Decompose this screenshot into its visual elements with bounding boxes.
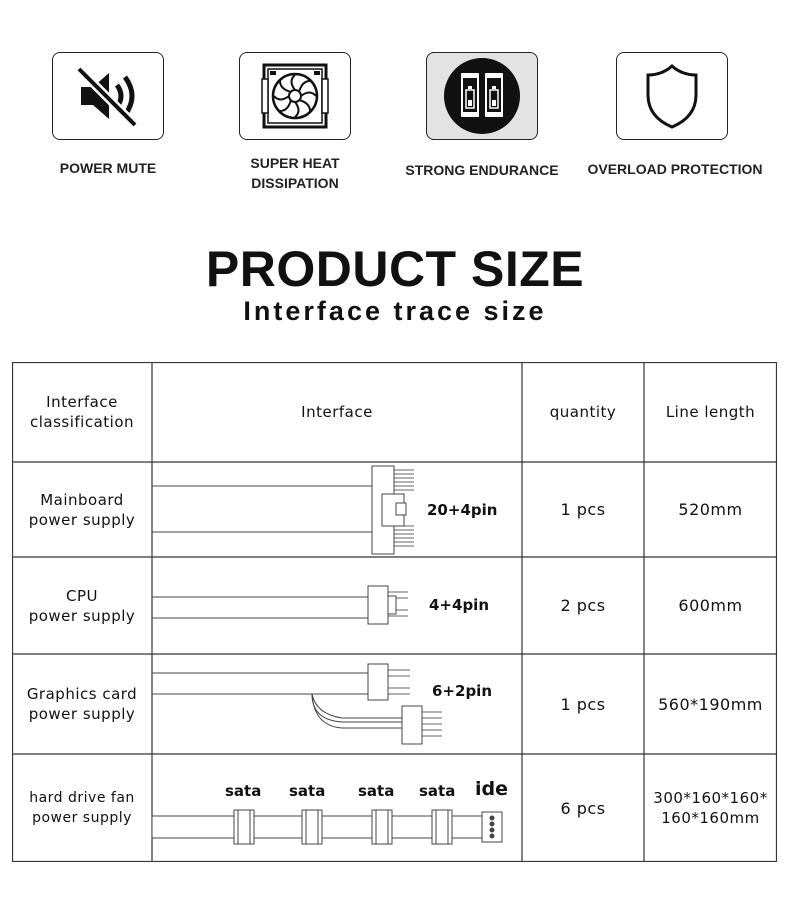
- cpu-connector-drawing: [152, 586, 408, 624]
- page-subtitle: Interface trace size: [243, 296, 547, 326]
- gpu-connector-drawing: [152, 664, 442, 744]
- feature-label-power-mute: POWER MUTE: [59, 160, 157, 176]
- feature-label-heat-dissipation: SUPER HEAT DISSIPATION: [250, 155, 340, 191]
- heat-dissipation-card: [239, 52, 351, 140]
- quantity-graphics: 1 pcs: [560, 694, 606, 714]
- interface-table: [12, 362, 777, 862]
- pin-label-graphics: 6+2pin: [432, 682, 492, 700]
- quantity-hard-drive: 6 pcs: [560, 798, 606, 818]
- mainboard-connector-drawing: [152, 466, 414, 554]
- sata-chain-drawing: [152, 810, 502, 844]
- fan-icon: [258, 59, 332, 133]
- length-hard-drive: 300*160*160* 160*160mm: [653, 789, 768, 827]
- power-mute-card: [52, 52, 164, 140]
- mute-icon: [73, 61, 143, 131]
- header-quantity: quantity: [549, 403, 617, 421]
- row-label-hard-drive: hard drive fan power supply: [29, 790, 135, 826]
- shield-icon: [642, 61, 702, 131]
- connector-label-sata-4: sata: [419, 782, 456, 800]
- row-label-mainboard: Mainboard power supply: [28, 490, 136, 529]
- connector-label-sata-2: sata: [289, 782, 326, 800]
- row-label-cpu: CPU power supply: [28, 586, 136, 625]
- header-line-length: Line length: [665, 403, 756, 421]
- header-classification: Interface classification: [29, 393, 135, 431]
- page-title: PRODUCT SIZE: [205, 241, 585, 297]
- connector-label-sata-1: sata: [225, 782, 262, 800]
- length-graphics: 560*190mm: [658, 694, 763, 714]
- battery-icon: [442, 56, 522, 136]
- feature-label-strong-endurance: STRONG ENDURANCE: [405, 162, 559, 178]
- pin-label-mainboard: 20+4pin: [427, 501, 498, 519]
- overload-protection-card: [616, 52, 728, 140]
- pin-label-cpu: 4+4pin: [429, 596, 489, 614]
- connector-label-ide: ide: [475, 778, 508, 800]
- quantity-mainboard: 1 pcs: [560, 500, 606, 519]
- feature-label-overload-protection: OVERLOAD PROTECTION: [587, 161, 763, 177]
- length-mainboard: 520mm: [678, 500, 743, 519]
- strong-endurance-card: [426, 52, 538, 140]
- header-interface: Interface: [301, 403, 373, 421]
- length-cpu: 600mm: [678, 596, 743, 615]
- quantity-cpu: 2 pcs: [560, 596, 606, 615]
- row-label-graphics: Graphics card power supply: [26, 685, 138, 723]
- connector-label-sata-3: sata: [358, 782, 395, 800]
